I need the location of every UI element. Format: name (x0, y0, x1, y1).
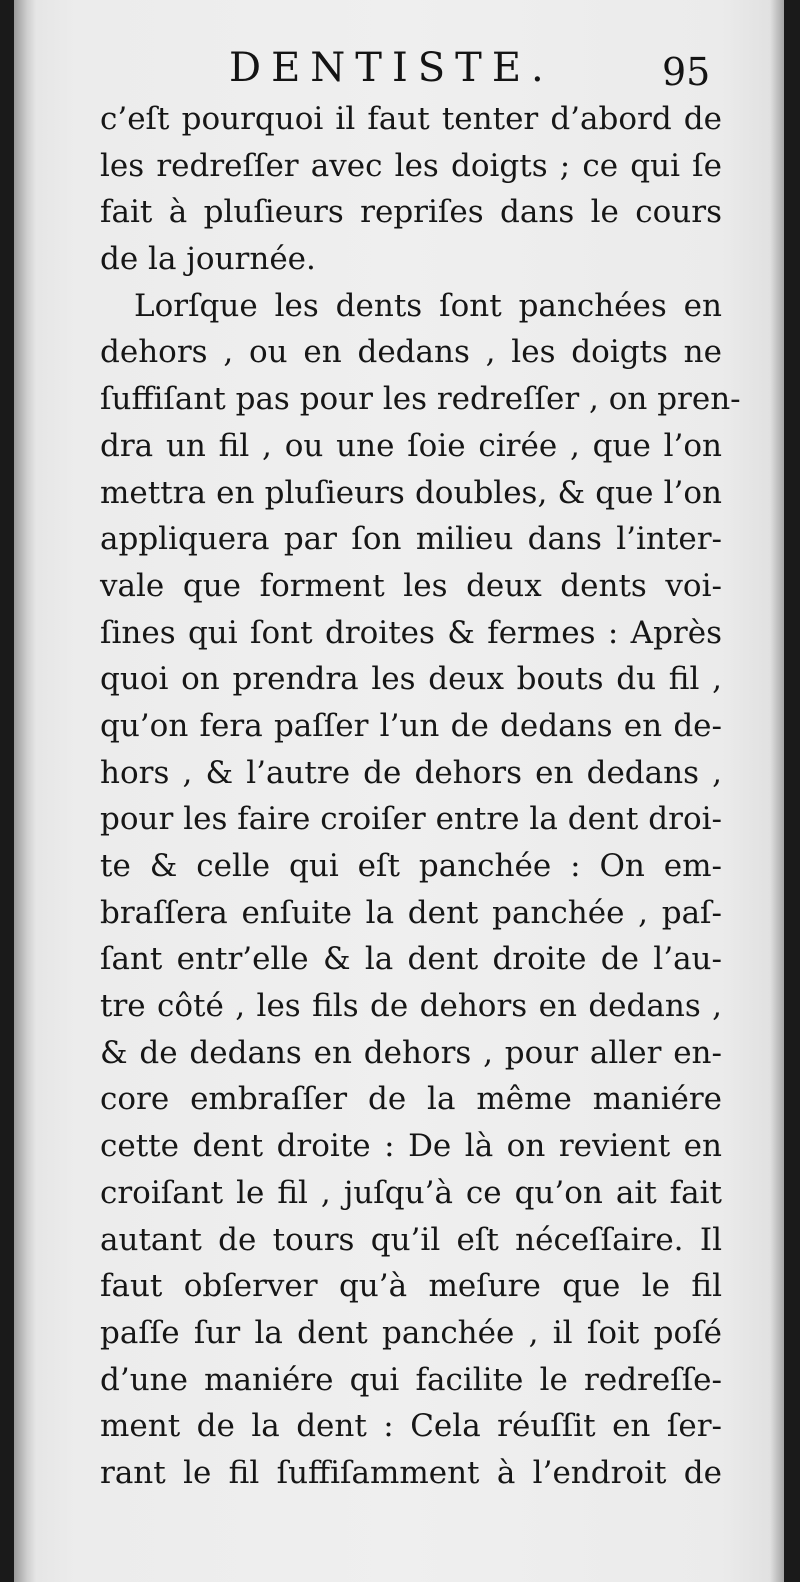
text-line: faut obſerver qu’à meſure que le fil (100, 1268, 722, 1305)
text-line: quoi on prendra les deux bouts du fil , (100, 661, 722, 698)
text-line: dra un fil , ou une ſoie cirée , que l’on (100, 427, 722, 464)
page-header (14, 40, 784, 96)
paragraph (100, 96, 722, 283)
text-line: te & celle qui eſt panchée : On em- (100, 848, 722, 884)
text-line: fait à pluſieurs repriſes dans le cours (100, 194, 722, 231)
text-line: core embraſſer de la même maniére (100, 1081, 722, 1118)
text-line: croiſant le fil , juſqu’à ce qu’on ait fait (100, 1174, 722, 1211)
text-line: vale que forment les deux dents voi- (100, 567, 722, 604)
text-line: de la journée. (100, 241, 316, 278)
text-line: Lorſque les dents ſont panchées en (134, 287, 722, 324)
edge-shadow (770, 0, 784, 1582)
text-line: pour les faire croiſer entre la dent droi- (100, 801, 722, 838)
text-line: cette dent droite : De là on revient en (100, 1128, 722, 1165)
text-line: c’eſt pourquoi il faut tenter d’abord de (100, 101, 722, 137)
book-page (14, 0, 784, 1582)
text-line: & de dedans en dehors , pour aller en- (100, 1034, 722, 1071)
text-line: autant de tours qu’il eſt néceſſaire. Il (100, 1221, 722, 1258)
text-line: appliquera par ſon milieu dans l’inter- (100, 521, 722, 558)
text-line: ſant entr’elle & la dent droite de l’au- (100, 941, 722, 978)
text-line: braſſera enſuite la dent panchée , paſ- (100, 894, 722, 931)
text-line: d’une maniére qui facilite le redreſſe- (100, 1361, 722, 1398)
text-line: les redreſſer avec les doigts ; ce qui ſe (100, 147, 722, 184)
page-number: 95 (662, 50, 711, 94)
text-line: ſuffiſant pas pour les redreſſer , on pren- (100, 381, 741, 418)
text-line: ment de la dent : Cela réuſſit en ſer- (100, 1408, 722, 1445)
text-line: paſſe ſur la dent panchée , il ſoit poſé (100, 1314, 722, 1351)
running-head: DENTISTE. (229, 45, 554, 91)
body-text (100, 96, 741, 1497)
text-line: dehors , ou en dedans , les doigts ne (100, 334, 722, 371)
text-line: mettra en pluſieurs doubles, & que l’on (100, 474, 722, 511)
text-line: hors , & l’autre de dehors en dedans , (100, 754, 722, 791)
paragraph (100, 283, 741, 1497)
text-line: ſines qui ſont droites & fermes : Après (100, 614, 722, 651)
text-line: qu’on fera paſſer l’un de dedans en de- (100, 707, 722, 744)
text-line: tre côté , les fils de dehors en dedans , (100, 988, 722, 1025)
text-line: rant le fil ſuffiſamment à l’endroit de (100, 1454, 722, 1491)
gutter-shadow (14, 0, 36, 1582)
